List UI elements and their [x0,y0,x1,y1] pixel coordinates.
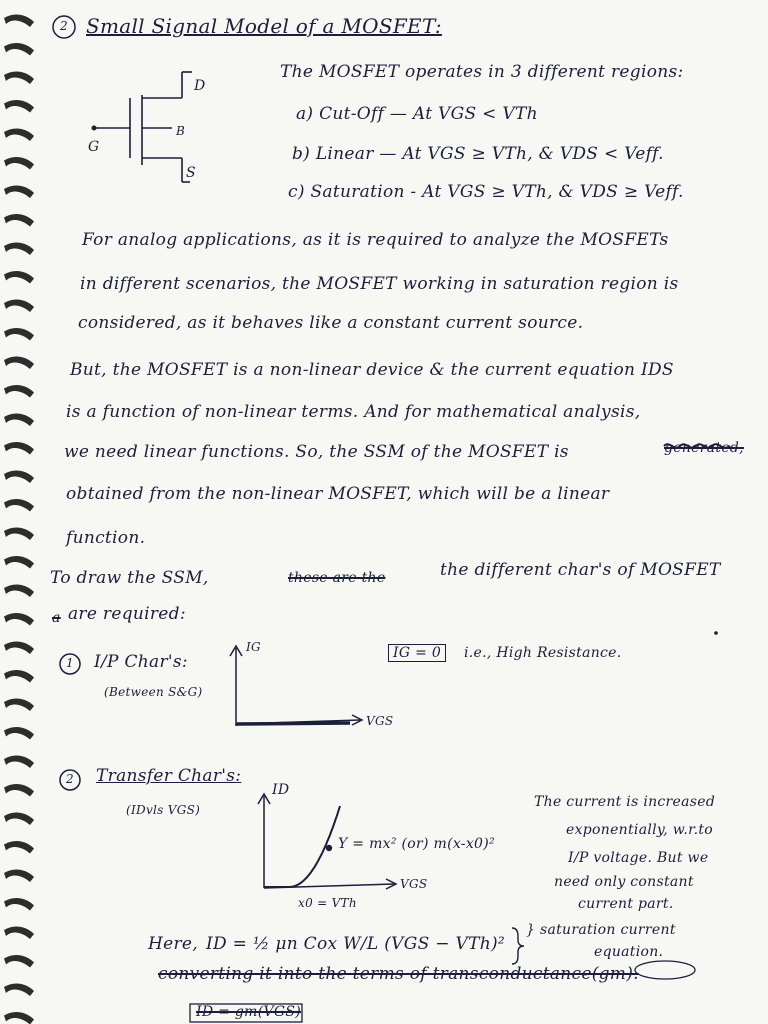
ip-subtitle: (Between S&G) [104,685,203,699]
regions-intro: The MOSFET operates in 3 different regions: [280,62,684,82]
page-title: Small Signal Model of a MOSFET: [86,14,442,38]
curve-point [326,845,332,851]
para1-line3: considered, as it behaves like a constant current source. [78,313,584,333]
region-saturation: c) Saturation - At VGS ≥ VTh, & VDS ≥ Veff. [288,182,684,202]
transfer-curve-equation: Y = mx² (or) m(x-x0)² [338,836,495,852]
region-linear: b) Linear — At VGS ≥ VTh, & VDS < Veff. [292,144,664,164]
para3-start: To draw the SSM, [50,568,209,588]
para2-line4: obtained from the non-linear MOSFET, which will be a linear [66,484,610,504]
para3-struck: these are the [288,570,386,586]
para2-line3: we need linear functions. So, the SSM of the MOSFET is [64,442,569,462]
para2-struck-word: generated, [664,440,744,456]
para3-line2-struck: a [52,610,61,626]
region-cutoff: a) Cut-Off — At VGS < VTh [296,104,538,124]
struck-line-2: ID = gm(VGS) [196,1004,302,1020]
para1-line2: in different scenarios, the MOSFET working in saturation region is [80,274,679,294]
gm-circle [635,961,695,979]
transfer-x0-label: x0 = VTh [298,896,357,910]
equation-label-line1: } saturation current [526,922,676,938]
transfer-subtitle: (IDvls VGS) [126,803,201,817]
transfer-note-line3: I/P voltage. But we [568,850,709,866]
para3-end: the different char's of MOSFET [440,560,721,580]
equation-label-line2: equation. [594,944,664,960]
transfer-x-axis-label: VGS [400,877,428,891]
source-label: S [186,165,196,181]
transfer-title: Transfer Char's: [96,766,242,786]
ip-x-axis-label: VGS [366,714,394,728]
equation-prefix: Here, [148,934,198,954]
transfer-number: 2 [66,772,74,786]
para2-line5: function. [66,528,146,548]
ink-dot [714,631,718,635]
para3-line2: are required: [68,604,186,624]
ip-title: I/P Char's: [94,652,188,672]
transfer-y-axis-label: ID [272,782,290,798]
drain-label: D [194,78,206,94]
gate-terminal-dot [92,126,97,131]
ip-chart [230,646,362,726]
transfer-note-line1: The current is increased [534,794,716,810]
equation-brace [512,928,524,964]
struck-line-1: converting it into the terms of transconductance(gm). [158,964,639,984]
transfer-note-line2: exponentially, w.r.to [566,822,713,838]
transfer-note-line5: current part. [578,896,674,912]
para1-line1: For analog applications, as it is required to analyze the MOSFETs [82,230,669,250]
ip-chart-series-line [236,723,350,724]
ip-note: i.e., High Resistance. [464,645,622,661]
para2-line1: But, the MOSFET is a non-linear device & the current equation IDS [70,360,674,380]
ip-boxed-equation: IG = 0 [388,644,446,662]
transfer-note-line4: need only constant [554,874,694,890]
ip-number: 1 [66,656,74,670]
para2-line2: is a function of non-linear terms. And for mathematical analysis, [66,402,641,422]
ip-y-axis-label: IG [246,640,261,654]
gate-label: G [88,139,100,155]
saturation-equation: ID = ½ μn Cox W/L (VGS − VTh)² [206,934,506,954]
heading-number: 2 [60,19,68,33]
body-label: B [176,124,186,138]
